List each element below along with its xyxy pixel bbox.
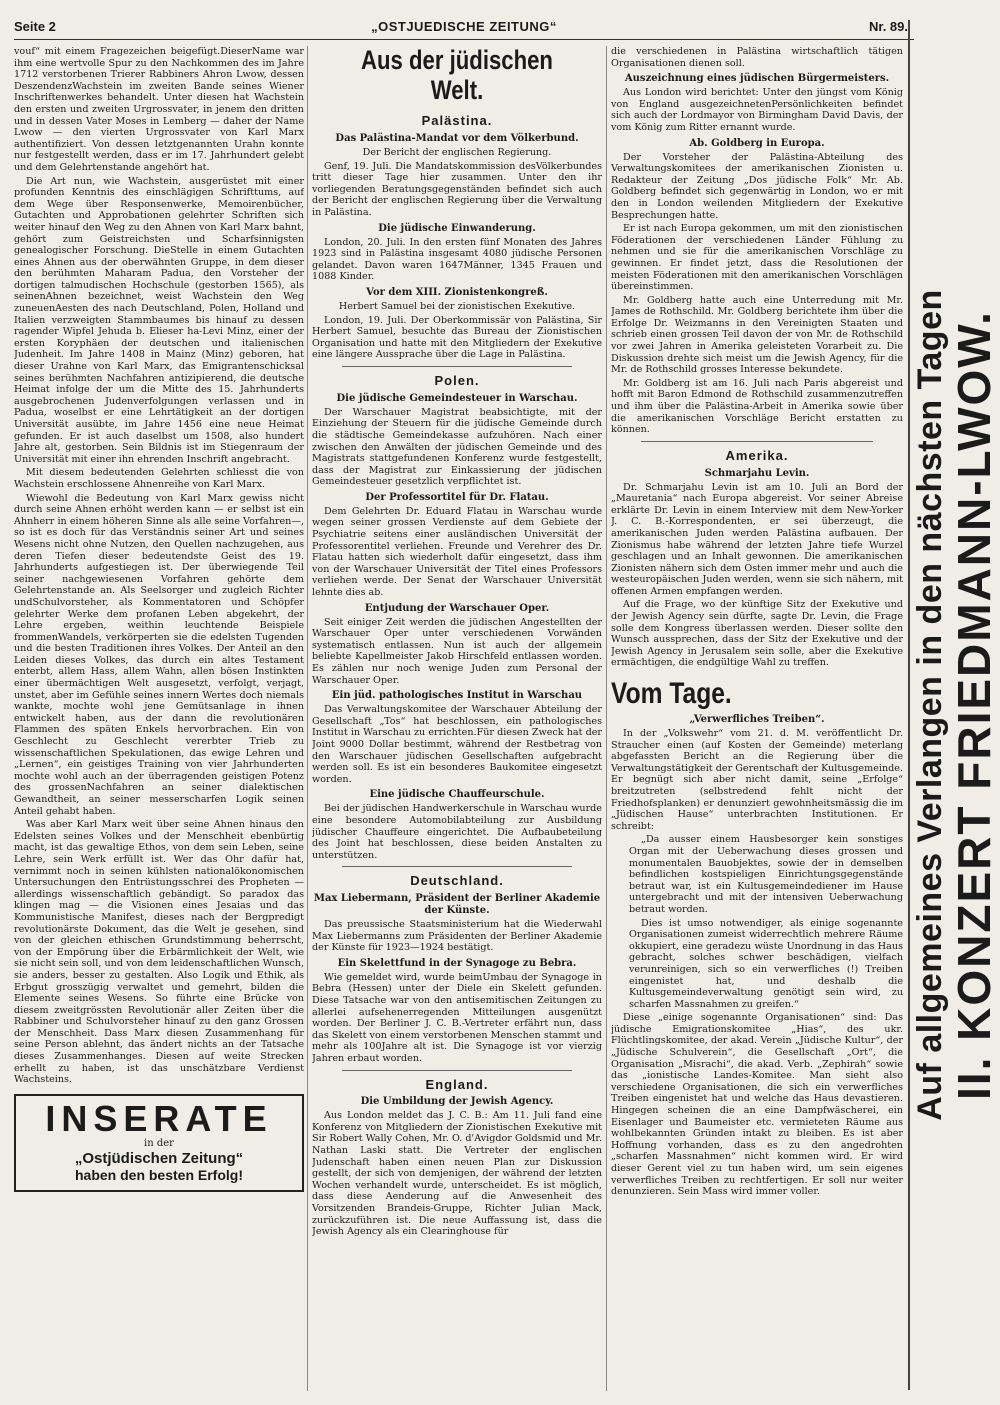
ad-subtitle: in der	[144, 1137, 174, 1149]
article-paragraph: Was aber Karl Marx weit über seine Ahnen hinaus den Edelsten seines Volkes und der Menschheit ebenbürtig macht, ist das gewaltige Ethos, von dem sein Leben, seine Lehre, sein Werk erfüllt ist. Wer das Ohr dafür hat, vernimmt noch in seinen kühlsten nationalökonomischen Untersuchungen den Entrüstungsschrei des Propheten — allerdings wissenschaftlich gebändigt. So paradox das klingen mag — die Visionen eines Jesaias und das Kommunistische Manifest, dieses nach der Bergpredigt revolutionärste Dokument, das die Welt je gesehen, sind von der gleichen ethischen Grundstimmung beherrscht, von der Empörung über die Erbärmlichkeit der Welt, wie sie nicht sein soll, und von dem leidenschaftlichen Wunsch, sie anders, besser zu gestalten. Also Logik und Ethik, als Erbgut grosszügig verwaltet und gemehrt, bilden die Elemente seines Wesens. So führte eine Brücke von diesem zweitgrössten Revolutionär aller Zeiten über die Rabbiner und Schulvorsteher hinauf zu den ganz Grossen der Menschheit. Dass Marx diesen Zusammenhang für seine Person ablehnt, das ändert nichts an der Tatsache dieses Zusammenhanges. Diesen auf weite Strecken erhellt zu haben, ist das unschätzbare Verdienst Wachsteins.	[14, 819, 304, 1086]
divider	[342, 366, 572, 367]
article-title: Die jüdische Einwanderung.	[378, 222, 536, 234]
article-paragraph: Seit einiger Zeit werden die jüdischen Angestellten der Warschauer Oper unter verschiedenen Vorwänden systematisch entlassen. Nun ist auch der allgemein beliebte Kapellmeister Jakob Hirschfeld entlassen worden. Es zählen nur noch wenige Juden zum Personal der Warschauer Oper.	[312, 616, 602, 686]
article-title: „Verwerfliches Treiben“.	[689, 714, 825, 726]
issue-number: Nr. 89.	[868, 19, 908, 34]
section-heading: England.	[425, 1076, 489, 1092]
article-paragraph: Diese „einige sogenannte Organisationen“ sind: Das jüdische Emigrationskomitee „Hias“, des ukr. Flüchtlingskomitee, der akad. Verein „Jüdische Kultur“, der „Jüdische Schulverein“, die Gesellschaft „Ort“, die Organisation „Misrachi“, die akad. Verb. „Zephirah“ sowie das „ionistische Landes-Komitee. Man sieht also verschiedene Organisationen, die sich ein verwerfliches Treiben eingenistet hat und welche das Haus devastieren. Hingegen scheinen die an eine Dampfwäscherei, ein Eisenlager und Baumeister etc. vermieteten Räume aus wohlbekannten Gründen intakt zu bleiben. Es ist aber Hoffnung vorhanden, dass es zu den angedrohten „scharfen Massnahmen“ nicht kommen wird. Er wird dieser Gerent viel zu tun haben wird, um sein eigenes verwerfliches Treiben zu rechtfertigen. Er soll nur weiter denunzieren. Sein Mass wird immer voller.	[611, 1012, 903, 1198]
advertisement-box	[14, 1094, 304, 1192]
divider	[342, 1070, 572, 1071]
article-title: Ein Skelettfund in der Synagoge zu Bebra.	[337, 957, 577, 969]
article-paragraph: Wie gemeldet wird, wurde beimUmbau der Synagoge in Bebra (Hessen) unter der Diele ein Skelett gefunden. Diese Tatsache war von den antisemitischen Zeitungen zu allerlei aufsehenerregenden Mitteilungen ausgenützt worden. Der Berliner J. C. B.-Vertreter erfährt nun, dass das Skelett von einem verstorbenen Menschen stammt und mehr als 100Jahre alt ist. Die Synagoge ist vor vierzig Jahren erbaut worden.	[312, 971, 602, 1064]
newspaper-title: „OSTJUEDISCHE ZEITUNG“	[371, 19, 557, 34]
article-paragraph: Der Vorsteher der Palästina-Abteilung des Verwaltungskomitees der amerikanischen Zionisten u. Redakteur der Zeitung „Dos jüdische Folk“ Mr. Ab. Goldberg befindet sich gegenwärtig in London, wo er mit den in London weilenden Mitgliedern der Exekutive Besprechungen hatte.	[611, 151, 903, 221]
vertical-banner	[908, 20, 998, 1390]
section-heading: Amerika.	[725, 447, 789, 463]
ad-tagline: haben den besten Erfolg!	[74, 1166, 243, 1183]
article-paragraph: die verschiedenen in Palästina wirtschaftlich tätigen Organisationen dienen soll.	[611, 46, 903, 69]
article-subtitle: Der Bericht der englischen Regierung.	[362, 147, 552, 159]
article-paragraph: Mr. Goldberg ist am 16. Juli nach Paris abgereist und hofft mit Baron Edmond de Rothschild zusammenzutreffen und ihm über die Palästina-Arbeit in Amerika sowie über die amerikanischen Vorschläge Bericht erstatten zu können.	[611, 377, 903, 436]
article-paragraph: Auf die Frage, wo der künftige Sitz der Exekutive und der Jewish Agency sein dürfte, sagte Dr. Levin, die Frage solle dem Kongress überlassen werden. Dieser sollte den Wunsch aussprechen, dass der Sitz der Exekutive und der Jewish Agency in Jerusalem sein solle, aber die Exekutive ermächtigen, die endgültige Wahl zu treffen.	[611, 599, 903, 669]
column-divider	[307, 46, 308, 1391]
article-paragraph: Dem Gelehrten Dr. Eduard Flatau in Warschau wurde wegen seiner grossen Verdienste auf dem Gebiete der Psychiatrie seitens einer ausländischen Universität der Professorentitel verliehen. Freunde und Verehrer des Dr. Flatau hatten sich wiederholt dafür eingesetzt, dass ihm von der Warschauer Universität der Titel eines Professors verliehen werde. Der Senat der Warschauer Universität lehnte dies ab.	[312, 505, 602, 599]
article-paragraph: Die Art nun, wie Wachstein, ausgerüstet mit einer profunden Kenntnis des einschlägigen Schrifttums, auf dem Wege über Responsenwerke, Memoirenbücher, Gutachten und Approbationen gelehrter Schriften sich weiter hinauf den Weg zu den Ahnen von Karl Marx bahnt, gehört zum Geistreichsten und Scharfsinnigsten genealogischer Forschung. DieStelle in einem Gutachten eines Ahnen aus der oberwähnten Gruppe, in dem dieser den berühmten Maharam Padua, den Vorsteher der dortigen talmudischen Hochschule (gestorben 1565), als seinenAhnen bezeichnet, weist Wachstein den Weg zuneuenAesten des nach Deutschland, Polen, Holland und Italien verzweigten Stammbaumes bis hinauf zu dessen ragender Wipfel Jehuda b. Elieser ha-Levi Minz, einer der ersten Koryphäen der deutschen und italienischen Judenheit. Im Jahre 1408 in Mainz (Minz) geboren, hat dieser Urahne von Karl Marx, das Emigrantenschicksal seines berühmten Nachfahren antizipierend, die deutsche Heimat infolge der um die Mitte des 15. Jahrhunderts ausgebrochenen Judenverfolgungen verlassen und in Padua, woselbst er eine Lehrtätigkeit an der dortigen Universität ausübte, im Jahre 1456 eine neue Heimat gefunden. Er ist auch daselbst um 1508, also hundert Jahre alt, gestorben. Sein Bildnis ist im Stiegenraum der Universität mit einer ihn ehrenden Inschrift angebracht.	[14, 175, 304, 465]
ad-title: INSERATE	[45, 1097, 273, 1139]
article-title: Die jüdische Gemeindesteuer in Warschau.	[336, 392, 578, 404]
section-main-title: Aus der jüdischen Welt.	[361, 46, 553, 105]
article-paragraph: Das preussische Staatsministerium hat die Wiederwahl Max Liebermanns zum Präsidenten der Berliner Akademie der Künste für 1923—1924 bestätigt.	[312, 919, 602, 954]
article-paragraph: London, 20. Juli. In den ersten fünf Monaten des Jahres 1923 sind in Palästina insgesamt 4080 jüdische Personen gelandet. Davon waren 1647Männer, 1345 Frauen und 1088 Kinder.	[312, 236, 602, 283]
banner-line-main: II. KONZERT FRIEDMANN-LWOW.	[948, 310, 1000, 1100]
divider	[641, 441, 873, 442]
column-middle	[312, 46, 602, 1391]
banner-line-top: Auf allgemeines Verlangen in den nächsten Tagen	[911, 289, 949, 1121]
article-title: Der Professortitel für Dr. Flatau.	[365, 491, 549, 503]
article-paragraph: Mit diesem bedeutenden Gelehrten schliesst die von Wachstein erschlossene Ahnenreihe von Karl Marx.	[14, 467, 304, 490]
quoted-paragraph: Dies ist umso notwendiger, als einige sogenannte Organisationen zumeist widerrechtlich mehrere Räume okkupiert, eine geradezu wüste Unordnung in das Haus gebracht, solches schwer beschädigen, vielfach verunreinigen, sich so ein verwerfliches (!) Treiben eingenistet hat, und deshalb die Kultusgemeindeverwaltung genötigt sein wird, zu scharfen Massnahmen zu greifen.“	[629, 917, 903, 1010]
section-heading: Deutschland.	[410, 873, 504, 889]
article-paragraph: Wiewohl die Bedeutung von Karl Marx gewiss nicht durch seine Ahnen erhöht werden kann — er selbst ist ein Ahnherr in einem höheren Sinne als alle seine Vorfahren—, so ist es doch für das Verständnis seiner Art und seines Wesens nicht ohne Nutzen, den Quellen nachzugehen, aus deren Tiefen dieser bedeutendste Geist des 19. Jahrhunderts aufgestiegen ist. Der überwiegende Teil seiner nachgewiesenen Vorfahren gehörte dem Gelehrtenstande an. Als Seelsorger und zugleich Richter undSchulvorsteher, als Kommentatoren und Schöpfer gelehrter Werke dem profanen Leben abgekehrt, der Lehre ergeben, weithin leuchtende Beispiele frommenWandels, verkörperten sie die edelsten Tugenden und die besten Traditionen ihres Volkes. Der Anteil an den Leiden dieses Volkes, das durch ein altes Testament enterbt, allem Hass, allem Wahn, allen bösen Instinkten einer übermächtigen Welt ausgesetzt, verfolgt, verjagt, unstet, aber im Gefühle seines innern Wertes doch niemals wankte, mochte wohl jene Gemütsanlage in ihnen entwickelt haben, aus der dann die revolutionären Flammen des späten Enkels hervorbrachen. Ein von Geschlecht zu Geschlecht vererbter Trieb zu wissenschaftlichen Spekulationen, das ewige Lehren und „Lernen“, ein geistiges Training von vier Jahrhunderten mochte wohl auch an der überragenden geistigen Potenz des grossenNachfahren an seiner dialektischen Gewandtheit, an seiner messerscharfen Logik seinen Anteil gehabt haben.	[14, 492, 304, 817]
ad-newspaper-name: „Ostjüdischen Zeitung“	[74, 1149, 244, 1167]
article-paragraph: In der „Volkswehr“ vom 21. d. M. veröffentlicht Dr. Straucher einen (auf Kosten der Gemeinde) meterlang abgefassten Bericht an die Regierung über die Verwaltungstätigkeit der Gerentschaft der Kultusgemeinde. Er begnügt sich aber nicht damit, seine „Erfolge“ breitzutreten (selbstredend fehlt nicht der Friedhofsplanken) er denunziert gewohnheitsmässig die im „Jüdischen Hause“ unterbrachten Institutionen. Er schreibt:	[611, 728, 903, 832]
quoted-paragraph: „Da ausser einem Hausbesorger kein sonstiges Organ mit der Ueberwachung dieses grossen und monumentalen Bauobjektes, sowie der in demselben befindlichen kostspieligen Einrichtungsgegenstände betraut war, ist ein Kultusgemeindediener im Hause untergebracht und mit der intensiven Ueberwachung betraut worden.	[629, 834, 903, 915]
article-paragraph: vouf“ mit einem Fragezeichen beigefügt.DieserName war ihm eine wertvolle Spur zu den Nachkommen des im Jahre 1712 verstorbenen Trierer Rabbiners Ahron Lwow, dessen DeszendenzWachstein im zweiten Bande seines Wiener Inschriftenwerkes behandelt. Unter diesen hat Wachstein den ersten und zweiten Urgrossvater, in jenem den dritten und in dessen Vater Moses in Lemberg — daher der Name Lwow — den vierten Urgrossvater von Karl Marx authentifiziert. Von dessen letztgenannten Urahn konnte nur festgestellt werden, dass er im 17. Jahrhundert gelebt und dem Gelehrtenstande angehört hat.	[14, 46, 304, 173]
article-title: Max Liebermann, Präsident der Berliner Akademie der Künste.	[313, 893, 601, 917]
banner-text	[910, 20, 998, 1390]
article-title: Schmarjahu Levin.	[704, 467, 810, 479]
article-paragraph: Das Verwaltungskomitee der Warschauer Abteilung der Gesellschaft „Tos“ hat beschlossen, ein pathologisches Institut in Warschau zu errichten.Für diesen Zweck hat der Joint 9000 Dollar bestimmt, während der Restbetrag von den Warschauer jüdischen Gesellschaften aufgebracht werden soll. Es ist ein besonderes Baukomitee eingesetzt worden.	[312, 704, 602, 785]
article-title: Eine jüdische Chauffeurschule.	[369, 789, 545, 801]
section-heading: Palästina.	[421, 113, 493, 129]
column-right	[611, 46, 903, 1391]
article-paragraph: Dr. Schmarjahu Levin ist am 10. Juli an Bord der „Mauretania“ nach Europa abgereist. Vor seiner Abreise erklärte Dr. Levin in einem Interview mit dem New-Yorker J. C. B.-Korrespondenten, er sei überzeugt, die amerikanischen Juden werden Palästina aufbauen. Der Zionismus habe während der letzten Jahre tiefe Wurzel geschlagen und an Inhalt gewonnen. Die amerikanischen Zionisten nähern sich dem Osten immer mehr und auch die westeuropäischen Juden werden, wenn sie sich nähern, mit offenen Armen empfangen werden.	[611, 481, 903, 597]
article-title: Das Palästina-Mandat vor dem Völkerbund.	[335, 133, 579, 145]
section-main-title: Vom Tage.	[611, 677, 732, 711]
article-paragraph: Der Warschauer Magistrat beabsichtigte, mit der Einziehung der Steuern für die jüdische Gemeinde durch die städtische Gemeindekasse aufzuhören. Nach einer zwischen den Anwälten der jüdischen Gemeinde und des Magistrats stattgefundenen Konferenz wurde festgestellt, dass der Magistrat zur Einkassierung der jüdischen Gemeindesteuer gesetzlich verpflichtet ist.	[312, 406, 602, 488]
article-title: Die Umbildung der Jewish Agency.	[360, 1096, 554, 1108]
column-divider	[606, 46, 607, 1391]
divider	[342, 866, 572, 867]
page-header	[14, 17, 914, 40]
article-title: Vor dem XIII. Zionistenkongreß.	[366, 287, 548, 299]
page-number: Seite 2	[14, 19, 56, 34]
article-paragraph: London, 19. Juli. Der Oberkommissär von Palästina, Sir Herbert Samuel, besuchte das Bureau der Zionistischen Organisation und hatte mit den Mitgliedern der Exekutive eine längere Aussprache über die Lage in Palästina.	[312, 314, 602, 361]
article-title: Entjudung der Warschauer Oper.	[364, 602, 550, 614]
article-title: Ein jüd. pathologisches Institut in Warschau	[331, 690, 583, 702]
section-heading: Polen.	[434, 373, 480, 388]
article-subtitle: Herbert Samuel bei der zionistischen Exekutive.	[338, 301, 576, 313]
article-paragraph: Er ist nach Europa gekommen, um mit den zionistischen Föderationen der verschiedenen Länder Fühlung zu nehmen und sie für die amerikanischen Vorschläge zu gewinnen. Er findet jetzt, dass die Resolutionen der meisten Föderationen mit den amerikanischen Vorschlägen übereinstimmen.	[611, 223, 903, 293]
article-paragraph: Aus London meldet das J. C. B.: Am 11. Juli fand eine Konferenz von Mitgliedern der Zionistischen Exekutive mit Sir Robert Wally Cohen, Mr. O. d'Avigdor Goldsmid und Mr. Nathan Laski statt. Die Vertreter der englischen Judenschaft haben einen neuen Plan zur Diskussion gestellt, der sich von demjenigen, der während der letzten Wochen verhandelt wurde, unterscheidet. Es ist möglich, dass diese Aenderung auf die Anwesenheit des Vorsitzenden Brandeis-Gruppe, Richter Julian Mack, zurückzuführen ist. Die neue Auffassung ist, dass die Jewish Agency als ein Clearinghouse für	[312, 1110, 602, 1238]
article-paragraph: Mr. Goldberg hatte auch eine Unterredung mit Mr. James de Rothschild. Mr. Goldberg berichtete ihm über die Erfolge Dr. Weizmanns in den Vereinigten Staaten und schrieb einen grossen Teil davon der von Mr. de Rothschild vor zwei Jahren in Amerika geleisteten Vorarbeit zu. Die Diskussion drehte sich meist um die Jewish Agency, für die Mr. de Rothschild grosses Interesse bekundete.	[611, 294, 903, 376]
article-paragraph: Aus London wird berichtet: Unter den jüngst vom König von England ausgezeichnetenPersönlichkeiten befindet sich auch der Lordmayor von Birmingham David Davis, der vom König zum Ritter ernannt wurde.	[611, 87, 903, 133]
article-title: Auszeichnung eines jüdischen Bürgermeisters.	[624, 73, 890, 85]
article-paragraph: Genf, 19. Juli. Die Mandatskommission desVölkerbundes tritt dieser Tage hier zusammen. Unter den ihr vorliegenden Beratungsgegenständen befindet sich auch der Bericht der englischen Regierung über die Verwaltung in Palästina.	[312, 160, 602, 219]
article-title: Ab. Goldberg in Europa.	[689, 137, 825, 149]
column-left	[14, 46, 304, 1391]
article-paragraph: Bei der jüdischen Handwerkerschule in Warschau wurde eine besondere Automobilabteilung zur Ausbildung jüdischer Chauffeure eingerichtet. Die Aufbaubeteilung des Joint hat beschlossen, diese beiden Anstalten zu unterstützen.	[312, 803, 602, 861]
